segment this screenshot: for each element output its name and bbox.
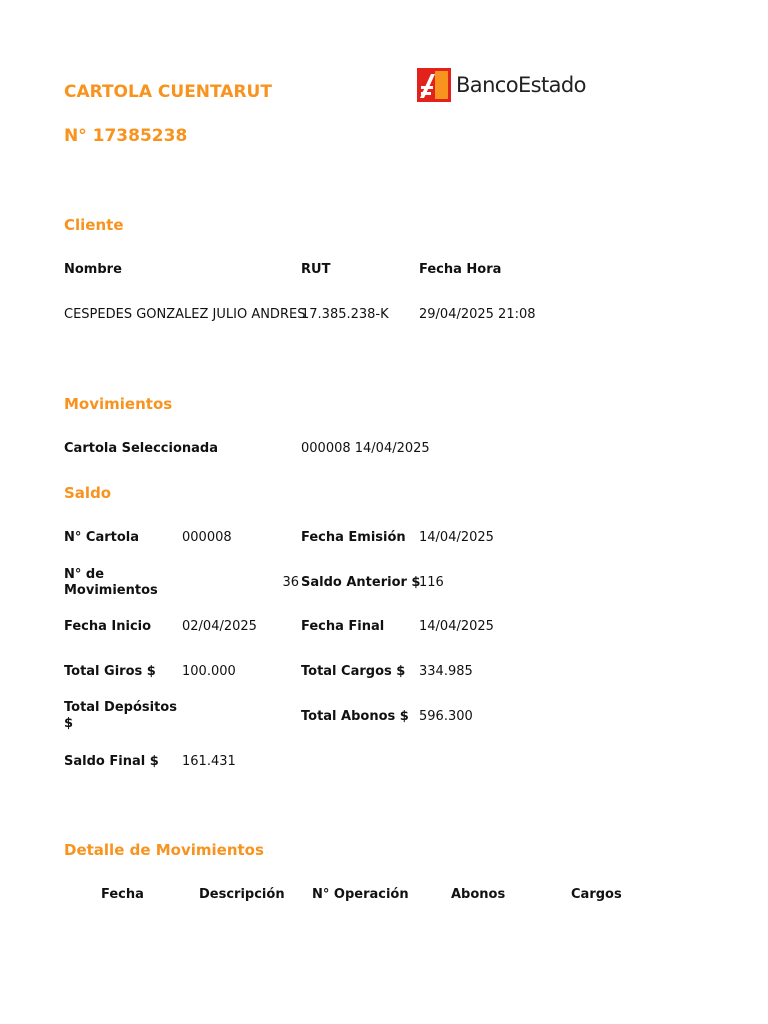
column-header-abonos: Abonos (451, 887, 506, 902)
column-header-descripcion: Descripción (199, 887, 285, 902)
saldo-heading: Saldo (64, 484, 112, 502)
nombre-value: CESPEDES GONZALEZ JULIO ANDRES (64, 307, 306, 322)
nombre-label: Nombre (64, 262, 122, 277)
column-header-cargos: Cargos (571, 887, 622, 902)
bancoestado-logo (417, 68, 586, 102)
fecha-emision-value: 14/04/2025 (419, 530, 494, 545)
column-header-n-operacion: N° Operación (312, 887, 409, 902)
logo-text: BancoEstado (456, 73, 586, 97)
column-header-fecha: Fecha (101, 887, 144, 902)
fecha-hora-value: 29/04/2025 21:08 (419, 307, 536, 322)
total-cargos-label: Total Cargos $ (301, 664, 406, 679)
saldo-final-value: 161.431 (182, 754, 236, 769)
total-cargos-value: 334.985 (419, 664, 473, 679)
n-movimientos-label-line2: Movimientos (64, 583, 158, 598)
fecha-final-label: Fecha Final (301, 619, 385, 634)
fecha-hora-label: Fecha Hora (419, 262, 502, 277)
saldo-final-label: Saldo Final $ (64, 754, 159, 769)
n-movimientos-value: 36 (282, 575, 299, 590)
movimientos-heading: Movimientos (64, 395, 173, 413)
saldo-anterior-value: 116 (419, 575, 444, 590)
detalle-heading: Detalle de Movimientos (64, 841, 264, 859)
cliente-heading: Cliente (64, 216, 124, 234)
rut-value: 17.385.238-K (301, 307, 389, 322)
total-abonos-label: Total Abonos $ (301, 709, 409, 724)
cartola-seleccionada-label: Cartola Seleccionada (64, 441, 218, 456)
fecha-inicio-label: Fecha Inicio (64, 619, 152, 634)
total-depositos-label-line1: Total Depósitos (64, 700, 177, 715)
fecha-emision-label: Fecha Emisión (301, 530, 406, 545)
n-movimientos-label-line1: N° de (64, 567, 105, 582)
total-depositos-label-line2: $ (64, 716, 74, 731)
page-title: CARTOLA CUENTARUT (64, 82, 272, 102)
cartola-seleccionada-value: 000008 14/04/2025 (301, 441, 430, 456)
n-cartola-label: N° Cartola (64, 530, 140, 545)
rut-label: RUT (301, 262, 331, 277)
n-cartola-value: 000008 (182, 530, 232, 545)
bancoestado-logo-icon (417, 68, 451, 102)
total-giros-value: 100.000 (182, 664, 236, 679)
total-giros-label: Total Giros $ (64, 664, 156, 679)
fecha-inicio-value: 02/04/2025 (182, 619, 257, 634)
fecha-final-value: 14/04/2025 (419, 619, 494, 634)
saldo-anterior-label: Saldo Anterior $ (301, 575, 421, 590)
total-abonos-value: 596.300 (419, 709, 473, 724)
account-number: N° 17385238 (64, 126, 188, 146)
